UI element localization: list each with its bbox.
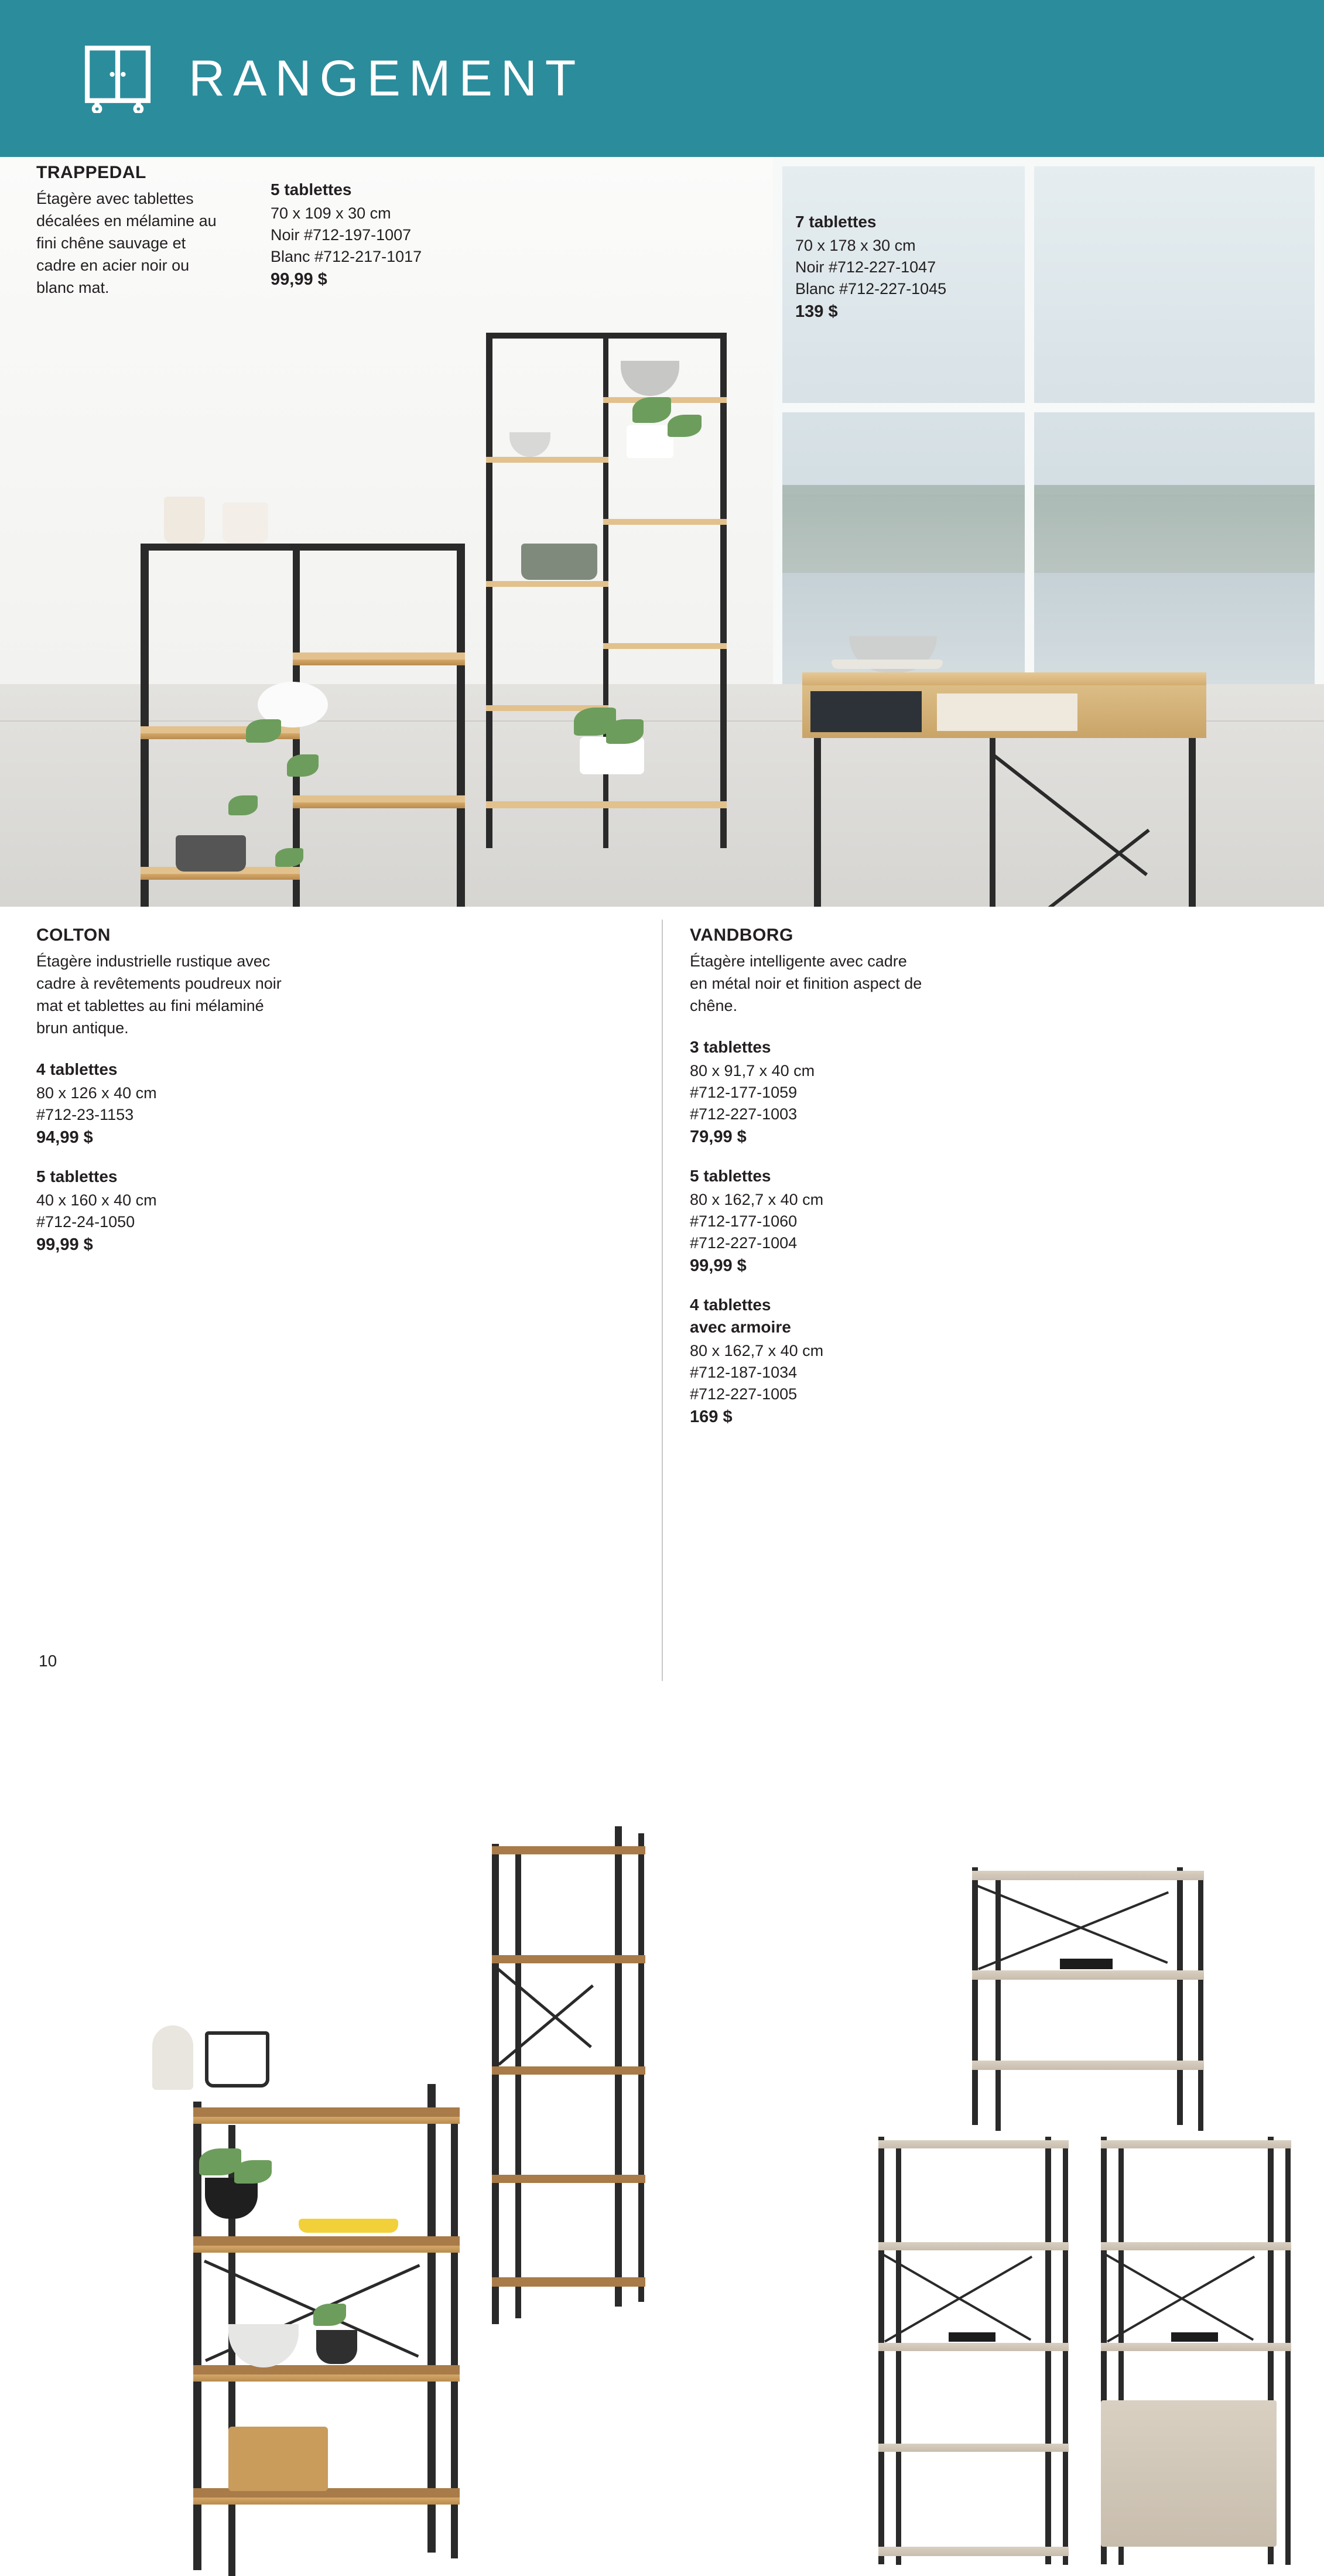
variant-title: 5 tablettes [271, 180, 352, 199]
variant-sku: #712-24-1050 [36, 1213, 135, 1231]
product-desc-trappedal: Étagère avec tablettes décalées en mélamine au fini chêne sauvage et cadre en acier noir ou blanc mat. [36, 190, 217, 296]
vandborg-variant-5 [690, 1167, 924, 1276]
decor-plant-pot-2 [627, 425, 673, 458]
window-frame-top [773, 157, 1324, 166]
variant-title: 5 tablettes [36, 1167, 118, 1185]
variant-title: 7 tablettes [795, 213, 877, 231]
column-divider [662, 920, 663, 1681]
variant-dimensions: 80 x 162,7 x 40 cm [690, 1342, 824, 1359]
variant-title: 4 tablettes [36, 1060, 118, 1078]
variant-title: 5 tablettes [690, 1167, 771, 1185]
window-frame-mid-h [773, 403, 1324, 412]
variant-price: 99,99 $ [36, 1235, 93, 1254]
window-treeline [782, 485, 1315, 573]
vandborg-variant-3 [690, 1038, 924, 1147]
variant-sku-noir: Noir #712-197-1007 [271, 226, 412, 244]
variant-price: 79,99 $ [690, 1128, 747, 1146]
hero-photo [0, 157, 1324, 907]
product-name-colton: COLTON [36, 925, 111, 945]
desk-shelf-papers [937, 693, 1077, 731]
variant-title: 3 tablettes [690, 1038, 771, 1056]
decor-vase [164, 497, 205, 544]
variant-sku-2: #712-227-1005 [690, 1385, 798, 1403]
decor-plant-pot-colton [205, 2178, 258, 2219]
variant-dimensions: 70 x 109 x 30 cm [271, 204, 391, 222]
page-number: 10 [39, 1652, 57, 1670]
decor-book-yellow [299, 2219, 398, 2233]
decor-small-plant [316, 2330, 357, 2364]
variant-title-line1: 4 tablettes [690, 1296, 771, 1314]
page-title: RANGEMENT [189, 50, 584, 107]
trappedal-text-block [36, 163, 224, 299]
product-name-trappedal: TRAPPEDAL [36, 163, 146, 182]
variant-dimensions: 70 x 178 x 30 cm [795, 237, 916, 254]
decor-basket [176, 835, 246, 872]
variant-sku-1: #712-177-1059 [690, 1084, 798, 1101]
vandborg-shelf-4-cabinet [1101, 2137, 1288, 2564]
product-name-vandborg: VANDBORG [690, 925, 793, 945]
trappedal-variant-5 [271, 180, 464, 289]
vandborg-shelf-3 [972, 1867, 1200, 2125]
colton-variant-4 [36, 1060, 282, 1147]
decor-wire-basket [228, 2324, 299, 2367]
decor-bowls-stack [509, 432, 550, 457]
cabinet-icon [83, 44, 152, 113]
variant-price: 99,99 $ [690, 1256, 747, 1275]
trappedal-shelf-5 [141, 544, 468, 907]
desk-product [802, 672, 1206, 907]
variant-sku-1: #712-187-1034 [690, 1364, 798, 1381]
decor-picture-frame [205, 2031, 269, 2088]
variant-sku-1: #712-177-1060 [690, 1212, 798, 1230]
vandborg-shelf-5 [878, 2137, 1066, 2564]
variant-title-line2: avec armoire [690, 1318, 791, 1336]
variant-dimensions: 80 x 162,7 x 40 cm [690, 1191, 824, 1208]
product-desc-vandborg: Étagère intelligente avec cadre en métal noir et finition aspect de chêne. [690, 952, 922, 1014]
variant-sku-noir: Noir #712-227-1047 [795, 258, 936, 276]
decor-wicker-box [228, 2427, 328, 2491]
decor-crate [521, 544, 597, 580]
colton-shelf-5 [492, 1844, 638, 2324]
variant-price: 94,99 $ [36, 1128, 93, 1147]
colton-variant-5 [36, 1167, 282, 1255]
colton-text-block [36, 925, 282, 1255]
trappedal-shelf-7 [486, 333, 732, 848]
variant-sku-2: #712-227-1004 [690, 1234, 798, 1252]
variant-sku-blanc: Blanc #712-227-1045 [795, 280, 947, 298]
variant-price: 139 $ [795, 302, 838, 321]
variant-sku: #712-23-1153 [36, 1106, 134, 1123]
variant-dimensions: 80 x 126 x 40 cm [36, 1084, 157, 1102]
decor-bowl-2 [621, 361, 679, 396]
vandborg-variant-4-cabinet [690, 1296, 924, 1427]
variant-sku-blanc: Blanc #712-217-1017 [271, 248, 422, 265]
colton-shelf-4 [193, 2102, 468, 2570]
desk-drawer [810, 691, 922, 732]
product-desc-colton: Étagère industrielle rustique avec cadre à revêtements poudreux noir mat et tablettes au fini mélaminé brun antique. [36, 952, 282, 1037]
cabinet-box [1101, 2400, 1277, 2547]
vandborg-text-block [690, 925, 924, 1427]
decor-lamp [152, 2025, 193, 2090]
page-header [0, 0, 1324, 157]
variant-sku-2: #712-227-1003 [690, 1105, 798, 1123]
variant-dimensions: 80 x 91,7 x 40 cm [690, 1062, 815, 1079]
trappedal-variant-7 [795, 213, 994, 322]
variant-dimensions: 40 x 160 x 40 cm [36, 1191, 157, 1209]
variant-price: 99,99 $ [271, 270, 327, 289]
decor-candle [223, 503, 268, 544]
decor-books [832, 660, 943, 669]
variant-price: 169 $ [690, 1407, 733, 1426]
